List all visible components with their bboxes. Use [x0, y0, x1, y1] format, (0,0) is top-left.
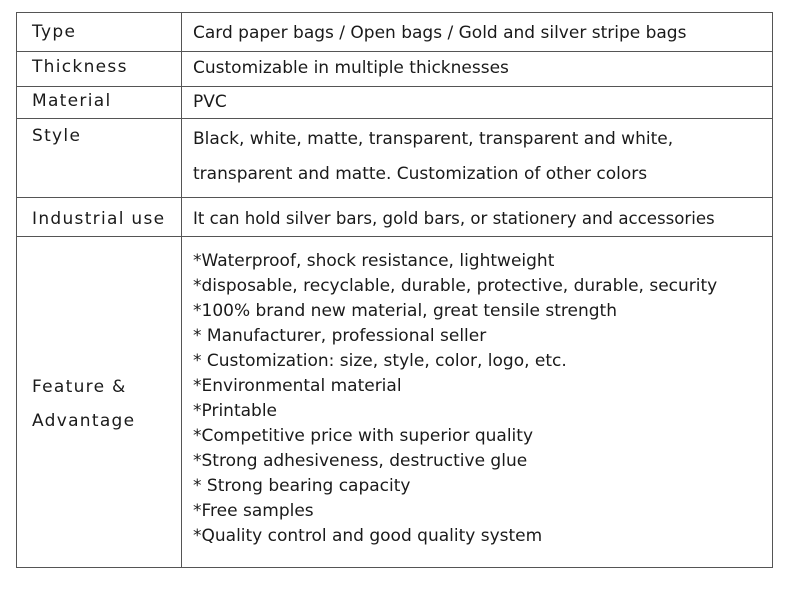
- thickness-label: Thickness: [32, 57, 128, 77]
- feature-item: *Competitive price with superior quality: [193, 426, 534, 446]
- style-label: Style: [32, 126, 82, 146]
- spec-row-material: [17, 87, 773, 119]
- spec-value-cell: [182, 87, 773, 119]
- spec-label-cell: [17, 13, 182, 52]
- feature-item: *Free samples: [193, 501, 314, 521]
- feature-item: *Waterproof, shock resistance, lightweight: [193, 251, 555, 271]
- feature-label: [17, 366, 181, 438]
- spec-label-cell: [17, 198, 182, 237]
- feature-item: *100% brand new material, great tensile strength: [193, 301, 617, 321]
- feature-item: * Strong bearing capacity: [193, 476, 411, 496]
- spec-value-cell: [182, 119, 773, 198]
- industrial-use-label: Industrial use: [32, 209, 166, 229]
- feature-item: *disposable, recyclable, durable, protective, durable, security: [193, 276, 718, 296]
- feature-label-line: Advantage: [32, 411, 136, 431]
- spec-label-cell: [17, 87, 182, 119]
- product-spec-table: [16, 12, 773, 568]
- feature-item: *Quality control and good quality system: [193, 526, 543, 546]
- feature-item: * Manufacturer, professional seller: [193, 326, 487, 346]
- feature-label-line: Feature &: [32, 377, 127, 397]
- feature-item: *Printable: [193, 401, 277, 421]
- feature-item: * Customization: size, style, color, logo, etc.: [193, 351, 567, 371]
- feature-item: *Environmental material: [193, 376, 402, 396]
- spec-value-cell: [182, 52, 773, 87]
- spec-row-thickness: [17, 52, 773, 87]
- style-value: [182, 119, 772, 197]
- spec-row-style: [17, 119, 773, 198]
- spec-value-cell: [182, 237, 773, 568]
- feature-value: [182, 237, 772, 549]
- industrial-use-value: It can hold silver bars, gold bars, or stationery and accessories: [193, 209, 715, 228]
- spec-label-cell: [17, 119, 182, 198]
- type-value: Card paper bags / Open bags / Gold and silver stripe bags: [193, 23, 687, 43]
- spec-row-type: [17, 13, 773, 52]
- spec-row-feature: [17, 237, 773, 568]
- spec-value-cell: [182, 198, 773, 237]
- thickness-value: Customizable in multiple thicknesses: [193, 58, 509, 78]
- type-label: Type: [32, 22, 77, 42]
- style-value-line: Black, white, matte, transparent, transparent and white,: [193, 129, 674, 149]
- material-value: PVC: [193, 92, 227, 112]
- spec-label-cell: [17, 52, 182, 87]
- spec-label-cell: [17, 237, 182, 568]
- material-label: Material: [32, 91, 112, 111]
- spec-value-cell: [182, 13, 773, 52]
- spec-row-industrial-use: [17, 198, 773, 237]
- style-value-line: transparent and matte. Customization of other colors: [193, 164, 648, 184]
- feature-item: *Strong adhesiveness, destructive glue: [193, 451, 528, 471]
- feature-list: [193, 249, 772, 549]
